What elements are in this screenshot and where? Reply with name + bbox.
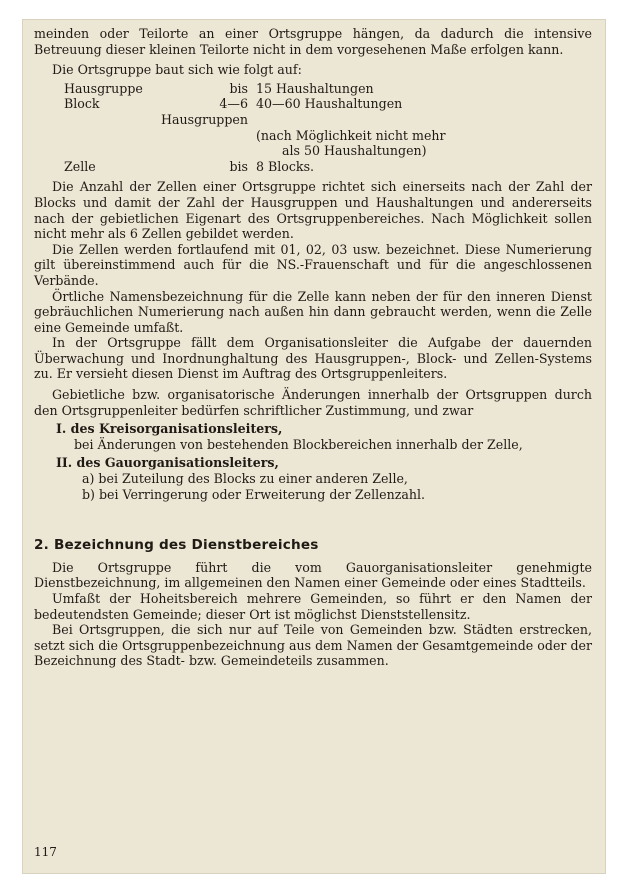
structure-row (64, 128, 592, 144)
page-content (34, 26, 592, 669)
range-cell: bis (229, 80, 248, 96)
structure-row (64, 143, 592, 159)
range-cell: 4—6 Hausgruppen (161, 96, 248, 127)
unit-cell (64, 143, 156, 159)
size-cell: 15 Haushaltungen (256, 80, 374, 96)
unit-cell: Zelle (64, 158, 96, 174)
section-heading: 2. Bezeichnung des Dienstbereiches (34, 537, 319, 554)
unit-cell: Hausgruppe (64, 80, 143, 96)
page-number: 117 (34, 845, 57, 860)
size-cell: als 50 Haushaltungen) (282, 143, 427, 159)
approval-item: bei Änderungen von bestehenden Blockbereichen innerhalb der Zelle, (74, 436, 523, 452)
size-cell: 40—60 Haushaltungen (256, 96, 403, 112)
structure-row (64, 96, 592, 127)
paragraph: Bei Ortsgruppen, die sich nur auf Teile von Gemeinden bzw. Städten erstrecken, setzt sich die Ortsgruppenbezeichnung aus dem Namen der Gesamtgemeinde oder der Bezeichnung des Stadt- bzw. Gemeindeteils zusammen. (34, 622, 592, 669)
paragraph: Örtliche Namensbezeichnung für die Zelle kann neben der für den inneren Dienst gebräuchlichen Numerierung nach außen hin dann gebraucht werden, wenn die Zelle eine Gemeinde umfaßt. (34, 288, 592, 335)
unit-cell: Block (64, 96, 100, 112)
size-cell: (nach Möglichkeit nicht mehr (256, 127, 446, 143)
paragraph: Die Anzahl der Zellen einer Ortsgruppe richtet sich einerseits nach der Zahl der Blocks und damit der Zahl der Hausgruppen und Haushaltungen und andererseits nach der gebietlichen Eigenart des Ortsgruppenbereiches. Nach Möglichkeit sollen nicht mehr als 6 Zellen gebildet werden. (34, 179, 592, 242)
approval-item: a) bei Zuteilung des Blocks zu einer anderen Zelle, (82, 471, 408, 487)
range-cell: bis (229, 158, 248, 174)
paragraph: Die Ortsgruppe baut sich wie folgt auf: (52, 62, 302, 78)
approval-heading: II. des Gauorganisationsleiters, (56, 455, 279, 471)
unit-cell (64, 128, 156, 144)
paragraph: Die Ortsgruppe führt die vom Gauorganisationsleiter genehmigte Dienstbezeichnung, im allgemeinen den Namen einer Gemeinde oder eines Stadtteils. (34, 559, 592, 591)
size-cell: 8 Blocks. (256, 158, 315, 174)
structure-row (64, 159, 592, 175)
approval-heading: I. des Kreisorganisationsleiters, (56, 421, 283, 437)
structure-row (64, 81, 592, 97)
paragraph: meinden oder Teilorte an einer Ortsgruppe hängen, da dadurch die intensive Betreuung dieser kleinen Teilorte nicht in dem vorgesehenen Maße erfolgen kann. (34, 26, 592, 57)
range-cell (156, 143, 256, 159)
paragraph: In der Ortsgruppe fällt dem Organisationsleiter die Aufgabe der dauernden Überwachung und Inordnunghaltung des Hausgruppen-, Block- und Zellen-Systems zu. Er versieht diesen Dienst im Auftrag des Ortsgruppenleiters. (34, 335, 592, 382)
range-cell (156, 128, 256, 144)
paragraph: Die Zellen werden fortlaufend mit 01, 02, 03 usw. bezeichnet. Diese Numerierung gilt übereinstimmend auch für die NS.-Frauenschaft und für die angeschlossenen Verbände. (34, 241, 592, 288)
book-page (23, 20, 605, 873)
paragraph: Umfaßt der Hoheitsbereich mehrere Gemeinden, so führt er den Namen der bedeutendsten Gemeinde; dieser Ort ist möglichst Dienststellensitz. (34, 591, 592, 622)
structure-table (64, 81, 592, 175)
paragraph: Gebietliche bzw. organisatorische Änderungen innerhalb der Ortsgruppen durch den Ortsgruppenleiter bedürfen schriftlicher Zustimmung, und zwar (34, 387, 592, 418)
approval-item: b) bei Verringerung oder Erweiterung der Zellenzahl. (82, 486, 425, 502)
